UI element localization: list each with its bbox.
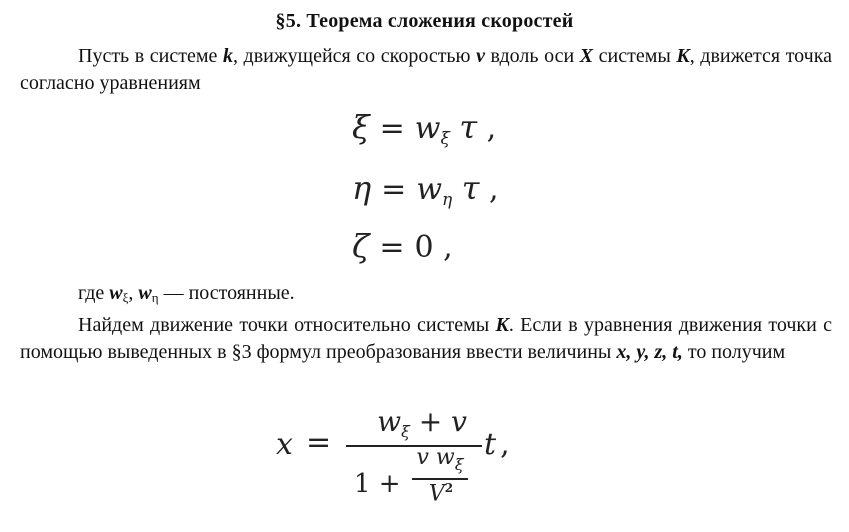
den-one-plus: 1 + [354,469,401,499]
den-num-vw: v w [416,445,455,470]
eq-sign: = [381,172,407,207]
section-heading: §5. Теорема сложения скоростей [275,10,574,32]
num-sub: ξ [401,422,410,441]
eq-w: w [414,111,441,146]
den-fraction-bar [412,478,468,480]
text: , движется точка согласно уравнениям [20,45,833,94]
eq-sign: = [379,230,405,265]
den-exponent: 2 [444,481,454,495]
eq-rhs: 0 [414,230,434,265]
num-w: w [377,405,402,438]
text: Найдем движение точки относительно системы [78,314,496,336]
formula-numerator [366,405,478,441]
eq-tau: τ [459,108,478,146]
eq-lhs: η [352,169,372,207]
equation-xi [352,108,496,149]
text: , движущейся со скоростью [232,45,477,67]
var-v: v [476,45,485,67]
paragraph-intro [20,43,832,97]
eq-end: , [477,111,497,146]
eq-tau: τ [461,169,480,207]
paragraph-constants [20,280,832,311]
text: где [78,282,110,304]
formula-lhs: x [276,427,293,462]
velocity-formula [276,405,576,525]
vars-xyzt: x, y, z, t, [616,341,683,363]
text: . Если в уравнения движения точки с помощью выведенных в §3 формул преобразования ввести величины [20,314,832,363]
den-num-sub: ξ [454,455,464,474]
eq-sub: ξ [440,129,450,149]
eq-end: , [479,172,499,207]
paragraph-transform [20,312,832,366]
eq-end: , [433,230,453,265]
var-K: K [495,314,509,336]
text: то получим [682,341,786,363]
text: Пусть в системе [78,45,223,67]
formula-eq-sign: = [306,425,332,460]
text: , [128,282,139,304]
equation-zeta [352,227,453,265]
subscript: η [151,290,159,305]
rhs-comma: , [500,427,510,462]
den-V: V [428,481,445,507]
eq-sign: = [379,111,405,146]
eq-lhs: ξ [352,108,370,146]
var-K: K [676,45,690,67]
rhs-t: t [484,427,497,462]
text: вдоль оси [484,45,580,67]
equation-eta [352,169,499,210]
text: системы [593,45,677,67]
eq-sub: η [442,190,453,210]
formula-rhs [484,427,510,462]
den-frac-numerator [410,445,470,474]
var-w: w [138,282,152,304]
text: — постоянные. [158,282,295,304]
eq-w: w [416,172,442,207]
subscript: ξ [122,290,129,305]
eq-lhs: ζ [352,227,370,265]
var-w: w [109,282,123,304]
den-frac-denominator [416,481,466,506]
num-rest: + v [409,405,467,438]
var-k: k [222,45,233,67]
var-X: X [579,45,594,67]
